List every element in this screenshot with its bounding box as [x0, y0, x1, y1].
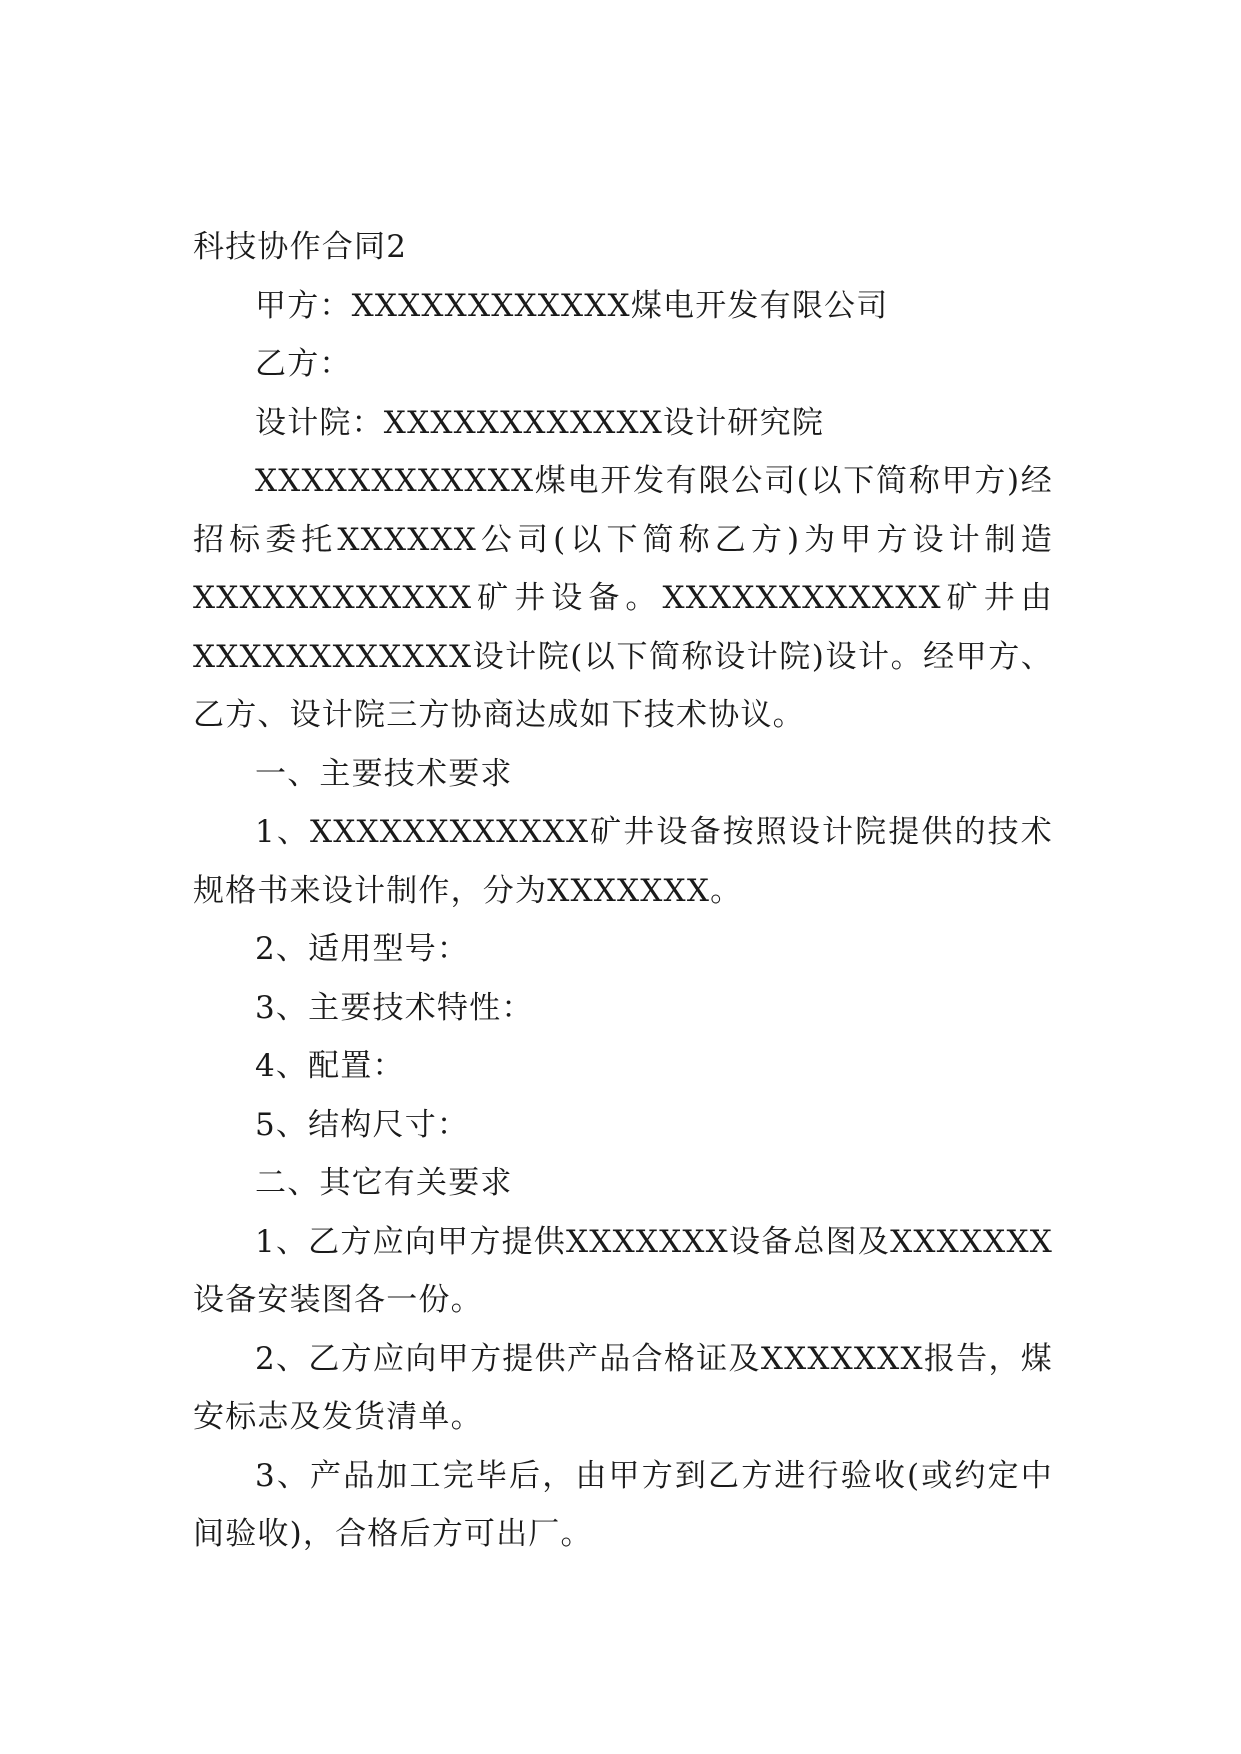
clause-1-3: 3、主要技术特性： [255, 989, 534, 1026]
document-body [193, 218, 1053, 1564]
clause-2-2: 2、乙方应向甲方提供产品合格证及XXXXXXX报告，煤安标志及发货清单。 [193, 1340, 1053, 1435]
clause-1-5: 5、结构尺寸： [255, 1106, 470, 1143]
party-a-line: 甲方：XXXXXXXXXXXX煤电开发有限公司 [255, 287, 889, 324]
clause-1-2: 2、适用型号： [255, 931, 470, 967]
document-title: 科技协作合同2 [193, 229, 408, 265]
section-heading-2: 二、其它有关要求 [255, 1165, 513, 1201]
clause-1-4: 4、配置： [255, 1048, 405, 1084]
preamble-paragraph: XXXXXXXXXXXX煤电开发有限公司(以下简称甲方)经招标委托XXXXXX公司(以下简称乙方)为甲方设计制造XXXXXXXXXXXX矿井设备。XXXXXXXXXXXX矿井由XXXXXXXXXXXX设计院(以下简称设计院)设计。经甲方、乙方、设计院三方协商达成如下技术协议。 [193, 463, 1053, 733]
clause-2-1: 1、乙方应向甲方提供XXXXXXX设备总图及XXXXXXX设备安装图各一份。 [193, 1223, 1053, 1318]
section-heading-1: 一、主要技术要求 [255, 755, 513, 792]
clause-2-3: 3、产品加工完毕后，由甲方到乙方进行验收(或约定中间验收)，合格后方可出厂。 [193, 1457, 1053, 1552]
party-b-line: 乙方： [255, 346, 352, 382]
clause-1-1: 1、XXXXXXXXXXXX矿井设备按照设计院提供的技术规格书来设计制作，分为XXXXXXX。 [193, 814, 1053, 909]
design-institute-line: 设计院：XXXXXXXXXXXX设计研究院 [255, 404, 825, 441]
